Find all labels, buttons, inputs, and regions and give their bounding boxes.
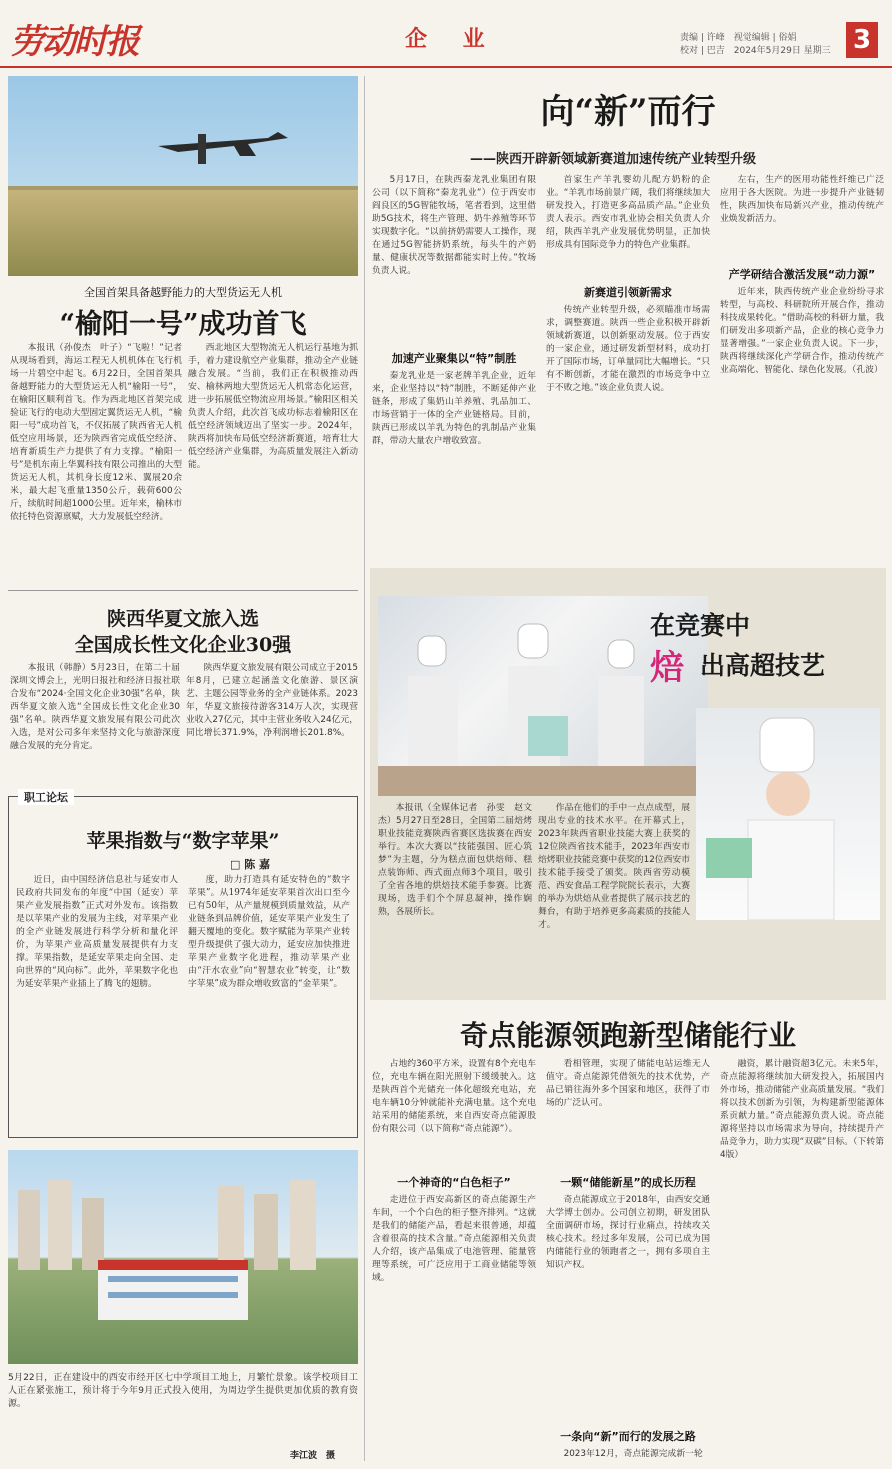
construction-photo (8, 1150, 358, 1364)
newtrack-col2b: 传统产业转型升级，必须瞄准市场需求，调整赛道。陕西一些企业积极开辟新领域新赛道，以创新驱动发展。位于西安的一家企业，通过研发新型材料，成功打开了国际市场，订单量同比大幅增长。“只有不断创新，才能在激烈的市场竞争中立于不败之地。”该企业负责人说。 (546, 305, 710, 393)
forum-col1: 近日，由中国经济信息社与延安市人民政府共同发布的年度“中国（延安）苹果产业发展指数”正式对外发布。该指数是以苹果产业的发展为主线，对苹果产业的全产业链发展进行科学分析和量化评价，为苹果产业高质量发展提供有力支撑。苹果指数，是延安苹果走向全国、走向世界的“风向标”。此外，苹果数字化也为延安苹果产业插上了腾飞的翅膀。 (16, 875, 178, 989)
energy-col2b: 奇点能源成立于2018年，由西安交通大学博士创办。公司创立初期，研发团队全面调研市场，探讨行业痛点，持续攻关核心技术。经过多年发展，公司已成为国内储能行业的领跑者之一，拥有多项自主知识产权。 (546, 1195, 710, 1270)
contest-photo-baker (696, 708, 880, 920)
newtrack-col3b: 近年来，陕西传统产业企业纷纷寻求转型，与高校、科研院所开展合作，推动科技成果转化。“借助高校的科研力量，我们研发出多项新产品，企业的核心竞争力显著增强。”一家企业负责人说。下一步，陕西将继续深化产学研合作，推动传统产业高端化、智能化、绿色化发展。（孔波） (720, 287, 884, 375)
forum-col2: 度，助力打造具有延安特色的“数字苹果”。从1974年延安苹果首次出口至今已有50年，从产量规模到质量效益，从产业链条到品牌价值，延安苹果产业发生了翻天覆地的变化。数字赋能为苹果产业转型升级提供了强大动力，延安应加快推进苹果产业数字化进程，推动苹果产业由“汗水农业”向“智慧农业”转变，让“数字苹果”成为群众增收致富的“金苹果”。 (188, 875, 350, 989)
energy-sub2: 一颗“储能新星”的成长历程 (560, 1176, 696, 1189)
uav-photo (8, 76, 358, 276)
newtrack-title: 向“新”而行 (540, 92, 716, 132)
uav-col1: 本报讯（孙俊杰 叶子）“飞啦！”记者从现场看到，海运工程无人机机体在飞行机场一片碧空中起飞。6月22日，全国首架具备越野能力的大型货运无人机“榆阳一号”，在榆阳区顺利首飞。作为西北地区首架完成验证飞行的电动大型固定翼货运无人机，“榆阳一号”成功首飞，不仅拓展了陕西省无人机低空应用场景，还为陕西省完成低空经济、培育新质生产力提供了有力支撑。“榆阳一号”是机东南上华翼科技有限公司推出的大型货运无人机，其机身长度12米、翼展20余米，最大起飞重量1350公斤，载荷600公斤，续航时间超1000公里。近年来，榆林市依托特色资源禀赋，大力发展低空经济。 (10, 343, 182, 522)
column-divider (364, 76, 365, 1461)
airplane-icon (8, 76, 358, 276)
newspaper-logo: 劳动时报 (10, 22, 138, 62)
contest-title-a: 在竞赛中 (650, 611, 751, 640)
contest-col2: 作品在他们的手中一点点成型，展现出专业的技术水平。在开幕式上，2023年陕西省职业技能大赛上获奖的12位陕西省技术能手，2023年西安市焙烤职业技能竞赛中获奖的12位西安市技术能手接受了颁奖。陕西省劳动模范、西安食品工程学院院长表示，大赛的举办为烘焙从业者提供了展示技艺的舞台，有助于培养更多高素质的技能人才。 (538, 803, 690, 930)
proof-line: 校对 | 巴吉 2024年5月29日 星期三 (680, 46, 831, 56)
editor-line: 责编 | 许峰 视觉编辑 | 俗娟 (680, 33, 797, 43)
forum-tag: 职工论坛 (18, 789, 74, 805)
energy-title: 奇点能源领跑新型储能行业 (459, 1019, 796, 1052)
energy-col2: 看相管理，实现了储能电站运维无人值守。奇点能源凭借领先的技术优势，产品已销往海外多个国家和地区，获得了市场的广泛认可。 (546, 1059, 710, 1108)
uav-caption: 全国首架具备越野能力的大型货运无人机 (84, 286, 282, 299)
energy-sub3: 一条向“新”而行的发展之路 (560, 1430, 696, 1443)
tourism-title-2: 全国成长性文化企业30强 (74, 634, 292, 656)
construction-caption: 5月22日，正在建设中的西安市经开区七中学项目工地上，月繁忙景象。该学校项目工人正在紧张施工，预计将于今年9月正式投入使用，为周边学生提供更加优质的教育资源。 (8, 1373, 358, 1409)
energy-col1b: 走进位于西安高新区的奇点能源生产车间，一个个白色的柜子整齐排列。“这就是我们的储能产品，看起来很普通，却蕴含着很高的技术含量。”奇点能源相关负责人介绍，该产品集成了电池管理、能量管理等系统，可广泛应用于工商业储能等领域。 (372, 1195, 536, 1283)
contest-col1: 本报讯（全媒体记者 孙雯 赵文杰）5月27日至28日，全国第二届焙烤职业技能竞赛陕西省赛区选拔赛在西安举行。本次大赛以“技能强国、匠心筑梦”为主题，分为糕点面包烘焙师、糕点装饰师、西式面点师3个项目，吸引了全省各地的烘焙技术能手参赛。比赛现场，选手们个个屏息凝神，操作娴熟，各展所长。 (378, 803, 532, 917)
newtrack-subtitle: ——陕西开辟新领域新赛道加速传统产业转型升级 (470, 152, 757, 167)
tourism-col2: 陕西华夏文旅发展有限公司成立于2015年8月，已建立起涵盖文化旅游、景区演艺、主题公园等业务的全产业链体系。2023年，华夏文旅接待游客314万人次，实现营业收入27亿元，其中主营业务收入24亿元，同比增长371.9%，净利润增长201.8%。 (186, 663, 358, 738)
newtrack-col1: 5月17日，在陕西秦龙乳业集团有限公司（以下简称“秦龙乳业”）位于西安市阎良区的5G智能牧场，笔者看到，这里借助5G技术，将生产管理、奶牛养殖等环节实现数字化。“以前挤奶需要人工操作，现在通过5G智能挤奶系统，每头牛的产奶量、健康状况等数据都能实时上传。”牧场负责人说。 (372, 175, 536, 276)
uav-col2: 西北地区大型物流无人机运行基地为抓手，着力建设航空产业集群，推动全产业链融合发展。“当前，我们正在积极推动西安、榆林两地大型货运无人机常态化运营，进一步拓展低空物流应用场景。”榆阳区相关负责人介绍，此次首飞成功标志着榆阳区在低空经济领域迈出了坚实一步。2024年，陕西将加快布局低空经济新赛道，培育壮大低空经济产业集群，为高质量发展注入新动能。 (188, 343, 358, 470)
buildings-icon (8, 1150, 358, 1364)
energy-col2c: 2023年12月，奇点能源完成新一轮 (563, 1449, 703, 1459)
forum-author: □ 陈 嘉 (230, 858, 271, 871)
newtrack-col1b: 秦龙乳业是一家老牌羊乳企业，近年来，企业坚持以“特”制胜，不断延伸产业链条，形成了集奶山羊养殖、乳品加工、市场营销于一体的全产业链格局。目前，陕西已形成以羊乳为特色的乳制品产业集群，带动大量农户增收致富。 (372, 371, 536, 446)
tourism-col1: 本报讯（韩静）5月23日，在第二十届深圳文博会上，光明日报社和经济日报社联合发布“2024·全国文化企业30强”名单，陕西华夏文旅入选“全国成长性文化企业30强”名单。陕西华夏文旅发展有限公司此次入选，是对公司多年来坚持文化与旅游深度融合发展的充分肯定。 (10, 663, 180, 751)
uav-title: “榆阳一号”成功首飞 (59, 309, 307, 340)
page-number: 3 (846, 22, 878, 58)
edition-meta (680, 32, 831, 58)
newtrack-col3: 左右，生产的医用功能性纤维已广泛应用于各大医院。为进一步提升产业链韧性，陕西加快布局新兴产业，推动传统产业焕发新活力。 (720, 175, 884, 224)
photo-credit: 李江波 摄 (290, 1451, 336, 1461)
forum-title: 苹果指数与“数字苹果” (86, 830, 280, 852)
baker-icon (696, 708, 880, 920)
energy-col1: 占地约360平方米，设置有8个充电车位，充电车辆在阳光照射下缓缓驶入。这是陕西首个光储充一体化超级充电站，充电车辆10分钟就能补充满电量。这个充电站采用的储能系统，来自西安奇点能源股份有限公司（以下简称“奇点能源”）。 (372, 1059, 536, 1134)
energy-col3: 融资，累计融资超3亿元。未来5年，奇点能源将继续加大研发投入，拓展国内外市场，推动储能产业高质量发展。“我们将以技术创新为引领，为构建新型能源体系贡献力量。”奇点能源负责人说。奇点能源将坚持以市场需求为导向，持续提升产品竞争力，助力实现“双碳”目标。（下转第4版） (720, 1059, 884, 1160)
section-title: 企 业 (405, 27, 499, 52)
energy-sub1: 一个神奇的“白色柜子” (397, 1176, 511, 1189)
contest-title-c: 出高超技艺 (700, 651, 826, 680)
newtrack-sub2: 新赛道引领新需求 (584, 286, 672, 299)
contest-title-b: 焙 (650, 648, 684, 688)
newtrack-sub1: 加速产业聚集以“特”制胜 (391, 352, 517, 365)
newtrack-sub3: 产学研结合激活发展“动力源” (728, 268, 876, 281)
tourism-title-1: 陕西华夏文旅入选 (106, 608, 259, 630)
divider (8, 590, 358, 591)
newtrack-col2: 首家生产羊乳婴幼儿配方奶粉的企业。“羊乳市场前景广阔，我们将继续加大研发投入，打造更多高品质产品。”企业负责人表示。西安市乳业协会相关负责人介绍，陕西羊乳产业发展优势明显，正加快形成具有国际竞争力的特色产业集群。 (546, 175, 710, 250)
